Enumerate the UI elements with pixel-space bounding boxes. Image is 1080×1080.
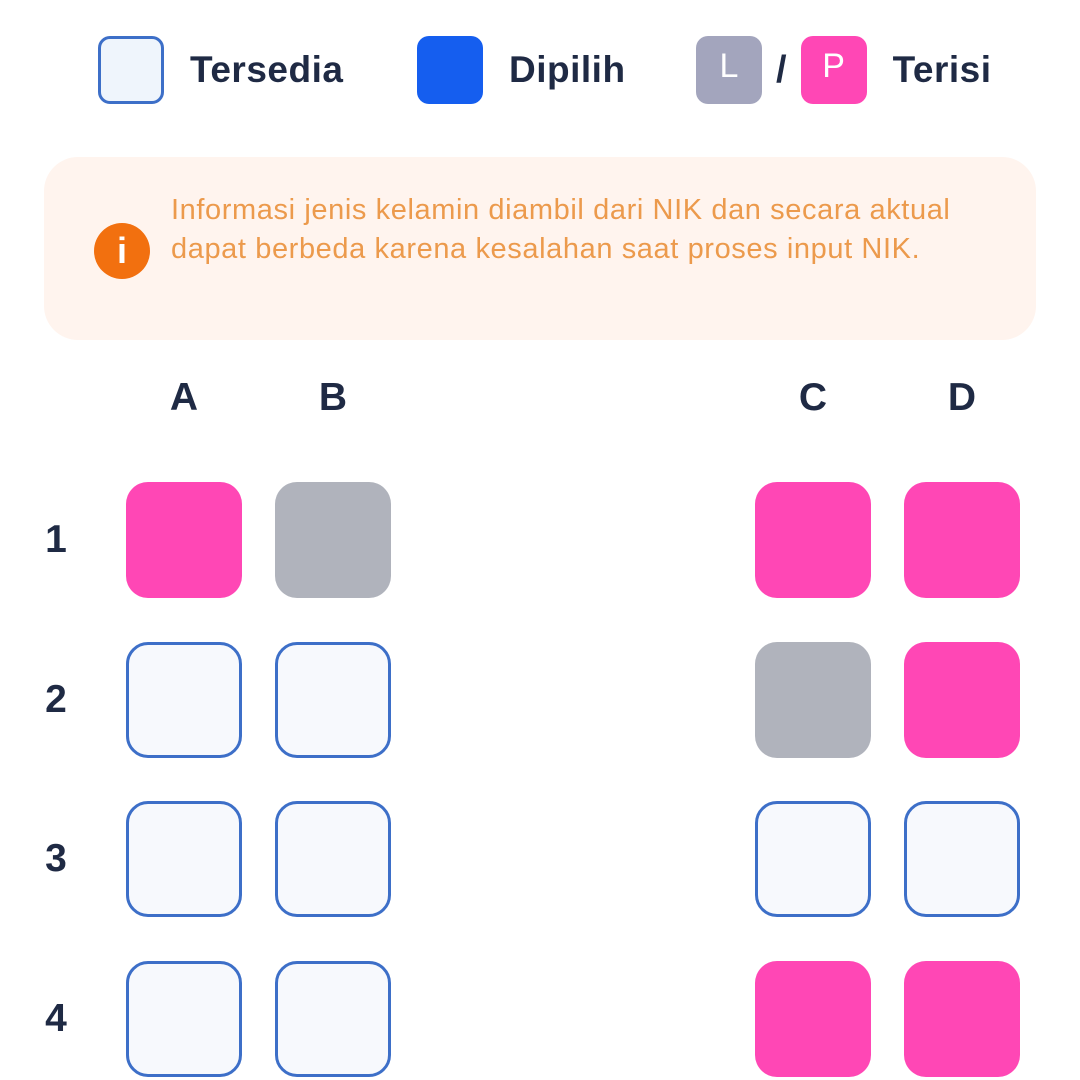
row-label-3: 3: [45, 837, 67, 880]
column-label-a: A: [169, 376, 199, 419]
row-label-1: 1: [45, 518, 67, 561]
legend-available-swatch: [98, 36, 164, 104]
row-label-2: 2: [45, 678, 67, 721]
seat-3b[interactable]: [275, 801, 391, 917]
seat-4c[interactable]: [755, 961, 871, 1077]
row-label-4: 4: [45, 997, 67, 1040]
legend-selected-swatch: [417, 36, 483, 104]
seat-legend: [0, 36, 1080, 104]
seat-1a[interactable]: [126, 482, 242, 598]
seat-1c[interactable]: [755, 482, 871, 598]
column-label-d: D: [947, 376, 977, 419]
info-icon: [94, 223, 150, 279]
legend-filled: [696, 36, 992, 104]
legend-selected: [417, 36, 626, 104]
info-icon-glyph: i: [116, 230, 127, 271]
legend-male-letter: L: [719, 47, 739, 85]
seat-2d[interactable]: [904, 642, 1020, 758]
column-label-b: B: [318, 376, 348, 419]
seat-1d[interactable]: [904, 482, 1020, 598]
info-text: Informasi jenis kelamin diambil dari NIK dan secara aktual dapat berbeda karena kesalahan saat proses input NIK.: [171, 194, 951, 265]
legend-female-letter: P: [822, 47, 845, 85]
column-label-c: C: [798, 376, 828, 419]
seat-3c[interactable]: [755, 801, 871, 917]
seat-2b[interactable]: [275, 642, 391, 758]
gender-info-banner: [44, 157, 1036, 340]
legend-filled-male-swatch: [696, 36, 762, 104]
seat-4b[interactable]: [275, 961, 391, 1077]
legend-available-label: Tersedia: [190, 49, 344, 90]
seat-3a[interactable]: [126, 801, 242, 917]
legend-selected-label: Dipilih: [509, 49, 626, 90]
seat-4a[interactable]: [126, 961, 242, 1077]
legend-available: [98, 36, 343, 104]
seat-4d[interactable]: [904, 961, 1020, 1077]
legend-filled-label: Terisi: [892, 49, 992, 90]
seat-2a[interactable]: [126, 642, 242, 758]
seat-3d[interactable]: [904, 801, 1020, 917]
seat-2c[interactable]: [755, 642, 871, 758]
seat-1b[interactable]: [275, 482, 391, 598]
legend-filled-female-swatch: [801, 36, 867, 104]
legend-separator: /: [776, 48, 787, 91]
